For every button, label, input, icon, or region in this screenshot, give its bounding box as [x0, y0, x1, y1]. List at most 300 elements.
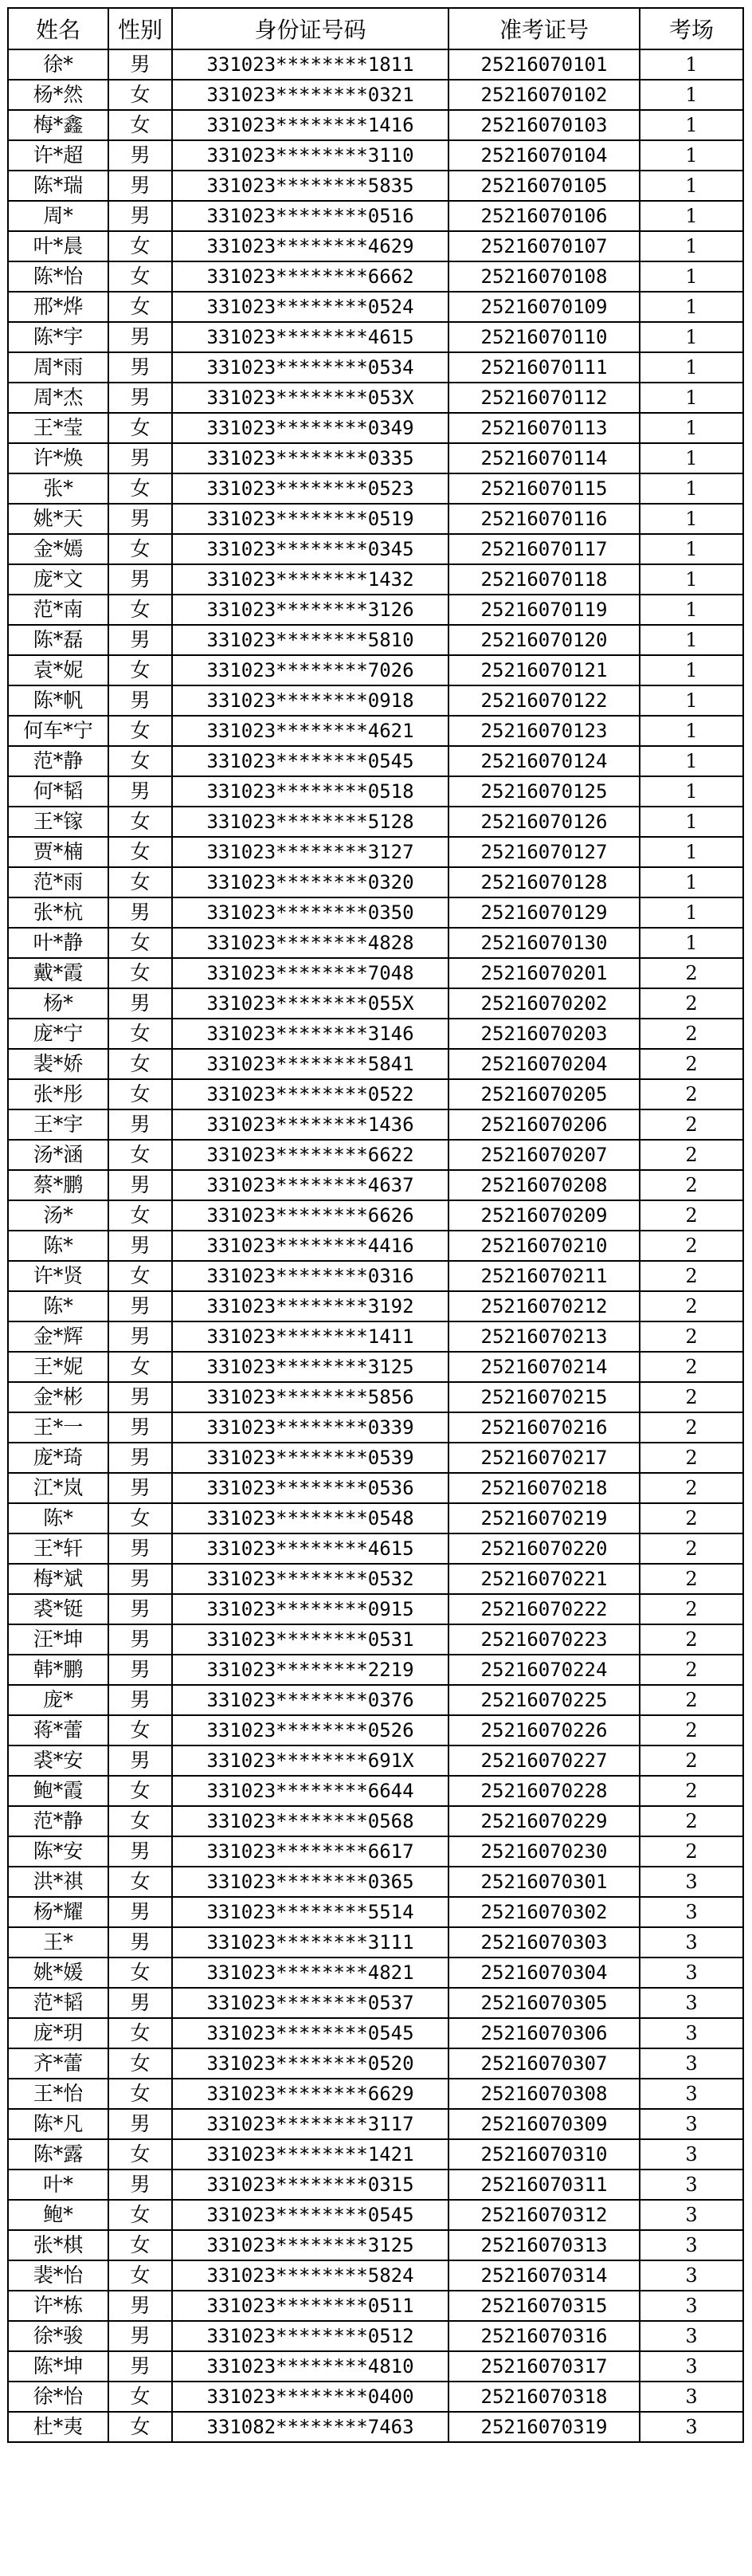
cell-id-number: 331082********7463 [172, 2412, 448, 2442]
table-row [8, 1140, 743, 1170]
table-row [8, 2170, 743, 2200]
cell-name: 叶*晨 [8, 231, 108, 261]
cell-gender: 男 [108, 1321, 172, 1352]
table-row [8, 1291, 743, 1321]
cell-exam-number: 25216070209 [448, 1200, 640, 1231]
table-row [8, 1109, 743, 1140]
cell-exam-room: 2 [640, 1200, 743, 1231]
cell-exam-room: 3 [640, 2139, 743, 2170]
cell-name: 张* [8, 473, 108, 504]
cell-id-number: 331023********3111 [172, 1927, 448, 1958]
cell-exam-room: 3 [640, 2382, 743, 2412]
cell-id-number: 331023********0511 [172, 2291, 448, 2321]
cell-name: 叶*静 [8, 928, 108, 958]
cell-exam-number: 25216070314 [448, 2260, 640, 2291]
cell-name: 金*嫣 [8, 534, 108, 564]
cell-gender: 女 [108, 1958, 172, 1988]
cell-gender: 女 [108, 413, 172, 443]
cell-gender: 女 [108, 928, 172, 958]
cell-exam-number: 25216070124 [448, 746, 640, 776]
cell-id-number: 331023********3146 [172, 1019, 448, 1049]
cell-exam-room: 2 [640, 958, 743, 988]
cell-name: 金*辉 [8, 1321, 108, 1352]
cell-gender: 女 [108, 1200, 172, 1231]
exam-roster-table [7, 7, 744, 2443]
cell-exam-number: 25216070116 [448, 504, 640, 534]
cell-exam-number: 25216070118 [448, 564, 640, 595]
cell-name: 许*超 [8, 140, 108, 171]
cell-name: 张*彤 [8, 1079, 108, 1109]
cell-gender: 女 [108, 655, 172, 685]
cell-id-number: 331023********0512 [172, 2321, 448, 2351]
table-row [8, 2351, 743, 2382]
cell-gender: 男 [108, 2291, 172, 2321]
cell-exam-number: 25216070208 [448, 1170, 640, 1200]
cell-name: 何车*宁 [8, 716, 108, 746]
cell-gender: 女 [108, 807, 172, 837]
header-id-number: 身份证号码 [172, 8, 448, 49]
cell-gender: 女 [108, 1049, 172, 1079]
cell-exam-number: 25216070311 [448, 2170, 640, 2200]
table-row [8, 2382, 743, 2412]
cell-exam-number: 25216070210 [448, 1231, 640, 1261]
cell-exam-room: 1 [640, 80, 743, 110]
cell-gender: 女 [108, 1503, 172, 1533]
cell-name: 范*静 [8, 746, 108, 776]
cell-exam-room: 1 [640, 504, 743, 534]
cell-exam-room: 2 [640, 1019, 743, 1049]
cell-exam-number: 25216070206 [448, 1109, 640, 1140]
cell-id-number: 331023********5835 [172, 171, 448, 201]
cell-exam-room: 3 [640, 2079, 743, 2109]
table-row [8, 595, 743, 625]
cell-name: 陈*帆 [8, 685, 108, 716]
cell-gender: 男 [108, 1533, 172, 1564]
cell-gender: 女 [108, 867, 172, 897]
cell-exam-room: 2 [640, 1079, 743, 1109]
table-row [8, 2018, 743, 2048]
cell-exam-room: 2 [640, 1443, 743, 1473]
cell-exam-number: 25216070317 [448, 2351, 640, 2382]
cell-gender: 女 [108, 1776, 172, 1806]
cell-exam-room: 2 [640, 1806, 743, 1836]
cell-name: 洪*祺 [8, 1867, 108, 1897]
cell-name: 范*韬 [8, 1988, 108, 2018]
cell-exam-room: 1 [640, 867, 743, 897]
cell-name: 汤*涵 [8, 1140, 108, 1170]
cell-exam-number: 25216070202 [448, 988, 640, 1019]
cell-exam-room: 1 [640, 383, 743, 413]
table-row [8, 1958, 743, 1988]
cell-name: 裘*安 [8, 1745, 108, 1776]
header-exam-number: 准考证号 [448, 8, 640, 49]
table-row [8, 655, 743, 685]
cell-id-number: 331023********0534 [172, 352, 448, 383]
table-row [8, 1927, 743, 1958]
cell-id-number: 331023********7048 [172, 958, 448, 988]
cell-name: 陈*安 [8, 1836, 108, 1867]
cell-exam-number: 25216070306 [448, 2018, 640, 2048]
cell-name: 姚*媛 [8, 1958, 108, 1988]
cell-exam-room: 3 [640, 1927, 743, 1958]
cell-gender: 女 [108, 1352, 172, 1382]
table-row [8, 1897, 743, 1927]
table-row [8, 2412, 743, 2442]
cell-exam-room: 3 [640, 1988, 743, 2018]
cell-exam-number: 25216070313 [448, 2230, 640, 2260]
cell-exam-number: 25216070319 [448, 2412, 640, 2442]
cell-exam-room: 2 [640, 1715, 743, 1745]
cell-id-number: 331023********0523 [172, 473, 448, 504]
cell-name: 庞*宁 [8, 1019, 108, 1049]
cell-name: 鲍*霞 [8, 1776, 108, 1806]
cell-id-number: 331023********4821 [172, 1958, 448, 1988]
cell-id-number: 331023********4810 [172, 2351, 448, 2382]
cell-exam-number: 25216070219 [448, 1503, 640, 1533]
table-row [8, 867, 743, 897]
cell-id-number: 331023********0545 [172, 2018, 448, 2048]
cell-exam-number: 25216070308 [448, 2079, 640, 2109]
cell-exam-number: 25216070222 [448, 1594, 640, 1624]
cell-gender: 女 [108, 1140, 172, 1170]
cell-gender: 男 [108, 988, 172, 1019]
cell-id-number: 331023********0516 [172, 201, 448, 231]
cell-exam-number: 25216070318 [448, 2382, 640, 2412]
cell-gender: 男 [108, 1109, 172, 1140]
cell-exam-number: 25216070204 [448, 1049, 640, 1079]
cell-gender: 男 [108, 1594, 172, 1624]
table-row [8, 1412, 743, 1443]
cell-exam-room: 1 [640, 837, 743, 867]
cell-name: 邢*烨 [8, 292, 108, 322]
cell-gender: 女 [108, 2048, 172, 2079]
cell-name: 陈*坤 [8, 2351, 108, 2382]
cell-gender: 男 [108, 49, 172, 80]
table-row [8, 2321, 743, 2351]
table-row [8, 2200, 743, 2230]
cell-exam-number: 25216070109 [448, 292, 640, 322]
cell-exam-number: 25216070205 [448, 1079, 640, 1109]
cell-gender: 女 [108, 2260, 172, 2291]
table-row [8, 1533, 743, 1564]
cell-exam-number: 25216070128 [448, 867, 640, 897]
cell-exam-room: 2 [640, 1352, 743, 1382]
cell-exam-number: 25216070316 [448, 2321, 640, 2351]
cell-name: 张*棋 [8, 2230, 108, 2260]
cell-exam-room: 2 [640, 1412, 743, 1443]
cell-name: 范*雨 [8, 867, 108, 897]
cell-exam-number: 25216070104 [448, 140, 640, 171]
cell-gender: 女 [108, 292, 172, 322]
cell-id-number: 331023********0918 [172, 685, 448, 716]
cell-gender: 男 [108, 1745, 172, 1776]
cell-gender: 男 [108, 2351, 172, 2382]
cell-exam-number: 25216070315 [448, 2291, 640, 2321]
table-row [8, 2139, 743, 2170]
cell-id-number: 331023********053X [172, 383, 448, 413]
cell-name: 叶* [8, 2170, 108, 2200]
cell-name: 袁*妮 [8, 655, 108, 685]
cell-exam-room: 2 [640, 988, 743, 1019]
cell-name: 王*一 [8, 1412, 108, 1443]
cell-exam-room: 2 [640, 1049, 743, 1079]
cell-name: 庞*玥 [8, 2018, 108, 2048]
cell-exam-number: 25216070307 [448, 2048, 640, 2079]
table-row [8, 2260, 743, 2291]
cell-gender: 男 [108, 564, 172, 595]
table-row [8, 1170, 743, 1200]
cell-id-number: 331023********3127 [172, 837, 448, 867]
cell-id-number: 331023********0915 [172, 1594, 448, 1624]
cell-name: 范*静 [8, 1806, 108, 1836]
cell-exam-number: 25216070114 [448, 443, 640, 473]
cell-gender: 男 [108, 1231, 172, 1261]
cell-exam-room: 1 [640, 443, 743, 473]
header-exam-room: 考场 [640, 8, 743, 49]
cell-name: 张*杭 [8, 897, 108, 928]
cell-gender: 男 [108, 897, 172, 928]
cell-name: 江*岚 [8, 1473, 108, 1503]
cell-id-number: 331023********0519 [172, 504, 448, 534]
table-row [8, 1049, 743, 1079]
cell-id-number: 331023********0520 [172, 2048, 448, 2079]
cell-gender: 男 [108, 1897, 172, 1927]
cell-id-number: 331023********4828 [172, 928, 448, 958]
cell-name: 王*妮 [8, 1352, 108, 1382]
cell-id-number: 331023********1811 [172, 49, 448, 80]
cell-exam-room: 3 [640, 2230, 743, 2260]
table-row [8, 1988, 743, 2018]
table-row [8, 413, 743, 443]
cell-exam-number: 25216070107 [448, 231, 640, 261]
cell-name: 陈* [8, 1231, 108, 1261]
cell-exam-room: 1 [640, 746, 743, 776]
table-row [8, 2230, 743, 2260]
table-row [8, 1382, 743, 1412]
table-row [8, 1624, 743, 1655]
cell-gender: 男 [108, 1836, 172, 1867]
cell-id-number: 331023********1421 [172, 2139, 448, 2170]
cell-id-number: 331023********4615 [172, 322, 448, 352]
cell-exam-room: 1 [640, 625, 743, 655]
cell-name: 庞* [8, 1685, 108, 1715]
cell-id-number: 331023********0545 [172, 746, 448, 776]
cell-id-number: 331023********3126 [172, 595, 448, 625]
cell-exam-room: 3 [640, 2412, 743, 2442]
header-gender: 性别 [108, 8, 172, 49]
cell-id-number: 331023********0315 [172, 2170, 448, 2200]
cell-id-number: 331023********0339 [172, 1412, 448, 1443]
cell-exam-number: 25216070101 [448, 49, 640, 80]
table-row [8, 1019, 743, 1049]
table-row [8, 776, 743, 807]
cell-gender: 女 [108, 958, 172, 988]
cell-name: 陈* [8, 1503, 108, 1533]
cell-name: 陈*磊 [8, 625, 108, 655]
cell-id-number: 331023********0321 [172, 80, 448, 110]
cell-name: 陈*露 [8, 2139, 108, 2170]
cell-exam-number: 25216070111 [448, 352, 640, 383]
cell-id-number: 331023********0526 [172, 1715, 448, 1745]
header-name: 姓名 [8, 8, 108, 49]
cell-gender: 女 [108, 2230, 172, 2260]
cell-id-number: 331023********1436 [172, 1109, 448, 1140]
cell-exam-number: 25216070130 [448, 928, 640, 958]
cell-exam-room: 3 [640, 2200, 743, 2230]
cell-id-number: 331023********4629 [172, 231, 448, 261]
cell-exam-number: 25216070125 [448, 776, 640, 807]
cell-exam-room: 2 [640, 1231, 743, 1261]
table-row [8, 1473, 743, 1503]
cell-gender: 男 [108, 2321, 172, 2351]
cell-exam-room: 1 [640, 110, 743, 140]
cell-exam-number: 25216070123 [448, 716, 640, 746]
cell-gender: 男 [108, 1473, 172, 1503]
cell-id-number: 331023********3125 [172, 2230, 448, 2260]
table-row [8, 1079, 743, 1109]
table-row [8, 1806, 743, 1836]
cell-exam-room: 3 [640, 2109, 743, 2139]
cell-exam-room: 2 [640, 1776, 743, 1806]
cell-exam-room: 2 [640, 1836, 743, 1867]
cell-gender: 女 [108, 261, 172, 292]
cell-gender: 女 [108, 473, 172, 504]
table-row [8, 261, 743, 292]
table-row [8, 443, 743, 473]
cell-gender: 女 [108, 80, 172, 110]
cell-id-number: 331023********0365 [172, 1867, 448, 1897]
cell-name: 鲍* [8, 2200, 108, 2230]
cell-gender: 男 [108, 443, 172, 473]
cell-name: 陈*宇 [8, 322, 108, 352]
cell-gender: 女 [108, 2079, 172, 2109]
cell-name: 徐*怡 [8, 2382, 108, 2412]
table-row [8, 322, 743, 352]
cell-id-number: 331023********0524 [172, 292, 448, 322]
cell-id-number: 331023********0531 [172, 1624, 448, 1655]
cell-id-number: 331023********6629 [172, 2079, 448, 2109]
cell-exam-number: 25216070113 [448, 413, 640, 443]
cell-exam-room: 1 [640, 201, 743, 231]
cell-exam-room: 1 [640, 928, 743, 958]
cell-id-number: 331023********0537 [172, 1988, 448, 2018]
table-row [8, 1836, 743, 1867]
cell-name: 姚*天 [8, 504, 108, 534]
cell-id-number: 331023********0518 [172, 776, 448, 807]
table-row [8, 1443, 743, 1473]
cell-name: 陈*凡 [8, 2109, 108, 2139]
table-row [8, 1564, 743, 1594]
cell-exam-room: 3 [640, 2170, 743, 2200]
table-row [8, 897, 743, 928]
cell-id-number: 331023********1432 [172, 564, 448, 595]
table-row [8, 928, 743, 958]
cell-name: 汪*坤 [8, 1624, 108, 1655]
cell-gender: 女 [108, 746, 172, 776]
cell-id-number: 331023********0548 [172, 1503, 448, 1533]
cell-id-number: 331023********4621 [172, 716, 448, 746]
cell-gender: 女 [108, 1261, 172, 1291]
cell-gender: 男 [108, 776, 172, 807]
cell-exam-room: 1 [640, 140, 743, 171]
cell-id-number: 331023********0536 [172, 1473, 448, 1503]
cell-exam-room: 2 [640, 1745, 743, 1776]
cell-exam-number: 25216070103 [448, 110, 640, 140]
cell-id-number: 331023********0545 [172, 2200, 448, 2230]
cell-exam-room: 2 [640, 1291, 743, 1321]
table-row [8, 807, 743, 837]
cell-exam-room: 1 [640, 564, 743, 595]
table-row [8, 1867, 743, 1897]
cell-name: 蒋*蕾 [8, 1715, 108, 1745]
cell-exam-number: 25216070201 [448, 958, 640, 988]
cell-gender: 男 [108, 1291, 172, 1321]
cell-id-number: 331023********0568 [172, 1806, 448, 1836]
cell-exam-number: 25216070120 [448, 625, 640, 655]
cell-gender: 女 [108, 2139, 172, 2170]
cell-id-number: 331023********5856 [172, 1382, 448, 1412]
cell-exam-room: 1 [640, 171, 743, 201]
cell-exam-room: 3 [640, 2048, 743, 2079]
cell-gender: 男 [108, 2109, 172, 2139]
cell-id-number: 331023********2219 [172, 1655, 448, 1685]
cell-gender: 女 [108, 1715, 172, 1745]
table-row [8, 837, 743, 867]
table-row [8, 1321, 743, 1352]
cell-id-number: 331023********4416 [172, 1231, 448, 1261]
cell-gender: 女 [108, 837, 172, 867]
cell-exam-room: 1 [640, 292, 743, 322]
cell-exam-number: 25216070229 [448, 1806, 640, 1836]
cell-exam-number: 25216070203 [448, 1019, 640, 1049]
cell-exam-room: 2 [640, 1321, 743, 1352]
cell-exam-number: 25216070105 [448, 171, 640, 201]
cell-exam-room: 2 [640, 1533, 743, 1564]
cell-gender: 男 [108, 140, 172, 171]
cell-id-number: 331023********055X [172, 988, 448, 1019]
cell-exam-room: 2 [640, 1473, 743, 1503]
cell-exam-number: 25216070224 [448, 1655, 640, 1685]
header-row [8, 8, 743, 49]
table-row [8, 2291, 743, 2321]
cell-gender: 男 [108, 1988, 172, 2018]
cell-exam-room: 3 [640, 1958, 743, 1988]
cell-exam-room: 3 [640, 2351, 743, 2382]
cell-id-number: 331023********4615 [172, 1533, 448, 1564]
cell-name: 金*彬 [8, 1382, 108, 1412]
cell-name: 杨*然 [8, 80, 108, 110]
cell-gender: 男 [108, 383, 172, 413]
cell-exam-number: 25216070126 [448, 807, 640, 837]
cell-exam-room: 3 [640, 2018, 743, 2048]
cell-name: 陈* [8, 1291, 108, 1321]
cell-name: 何*韬 [8, 776, 108, 807]
cell-id-number: 331023********0316 [172, 1261, 448, 1291]
cell-exam-number: 25216070127 [448, 837, 640, 867]
cell-id-number: 331023********0320 [172, 867, 448, 897]
cell-exam-room: 3 [640, 1867, 743, 1897]
cell-id-number: 331023********4637 [172, 1170, 448, 1200]
cell-id-number: 331023********0345 [172, 534, 448, 564]
cell-name: 陈*怡 [8, 261, 108, 292]
cell-name: 王* [8, 1927, 108, 1958]
cell-exam-room: 2 [640, 1503, 743, 1533]
cell-gender: 女 [108, 716, 172, 746]
cell-exam-room: 2 [640, 1382, 743, 1412]
cell-exam-room: 2 [640, 1109, 743, 1140]
cell-gender: 女 [108, 1019, 172, 1049]
cell-exam-number: 25216070102 [448, 80, 640, 110]
